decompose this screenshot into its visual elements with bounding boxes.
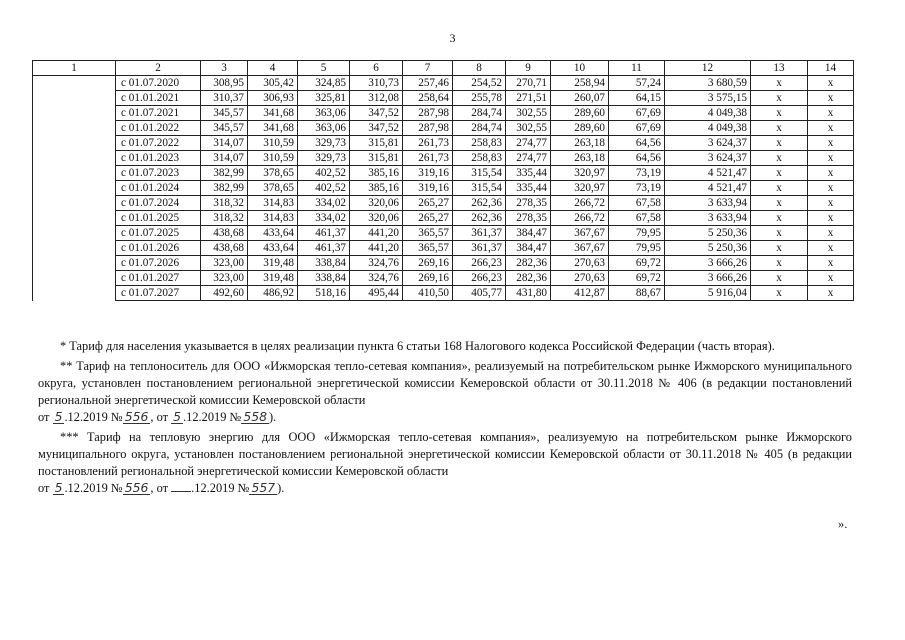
value-cell: х [808, 106, 854, 121]
value-cell: 261,73 [403, 136, 453, 151]
value-cell: 319,16 [403, 166, 453, 181]
value-cell: 310,59 [248, 136, 298, 151]
empty-cell [33, 226, 116, 241]
empty-cell [33, 196, 116, 211]
value-cell: 3 624,37 [665, 136, 751, 151]
value-cell: 335,44 [506, 166, 551, 181]
value-cell: 318,32 [201, 211, 248, 226]
value-cell: 412,87 [551, 286, 609, 301]
empty-cell [33, 211, 116, 226]
value-cell: х [808, 256, 854, 271]
value-cell: 318,32 [201, 196, 248, 211]
value-cell: 5 250,36 [665, 226, 751, 241]
column-header: 9 [506, 61, 551, 76]
blank-day [171, 491, 191, 492]
value-cell: 315,81 [350, 151, 403, 166]
value-cell: 365,57 [403, 241, 453, 256]
column-header: 2 [116, 61, 201, 76]
handwritten-day: 5 [173, 409, 182, 424]
value-cell: 441,20 [350, 241, 403, 256]
value-cell: 289,60 [551, 106, 609, 121]
footnote-2: ** Тариф на теплоноситель для ООО «Ижморская тепло-сетевая компания», реализуемый на потребительском рынке Ижморского муниципального округа, установлен постановлением региональной энергетической комиссии Кемеровской области от 30.11.2018 № 406 (в редакции постановлений региональной энергетической комиссии Кемеровской области от 5 .12.2019 № 556 , от 5 .12.2019 № 558 ). [38, 359, 852, 424]
value-cell: 261,73 [403, 151, 453, 166]
value-cell: 329,73 [298, 136, 350, 151]
value-cell: 461,37 [298, 241, 350, 256]
value-cell: 361,37 [453, 241, 506, 256]
value-cell: 338,84 [298, 271, 350, 286]
value-cell: х [808, 241, 854, 256]
period-cell: с 01.01.2023 [116, 151, 201, 166]
value-cell: 345,57 [201, 121, 248, 136]
value-cell: 278,35 [506, 211, 551, 226]
period-cell: с 01.07.2021 [116, 106, 201, 121]
value-cell: 334,02 [298, 211, 350, 226]
value-cell: 258,83 [453, 136, 506, 151]
period-cell: с 01.07.2020 [116, 76, 201, 91]
value-cell: х [751, 121, 808, 136]
value-cell: 258,64 [403, 91, 453, 106]
value-cell: 263,18 [551, 151, 609, 166]
value-cell: 320,97 [551, 181, 609, 196]
value-cell: 258,94 [551, 76, 609, 91]
page-number: 3 [449, 31, 456, 45]
value-cell: 367,67 [551, 241, 609, 256]
table-row [33, 151, 854, 166]
value-cell: 274,77 [506, 151, 551, 166]
value-cell: 314,83 [248, 196, 298, 211]
value-cell: 315,81 [350, 136, 403, 151]
value-cell: 69,72 [609, 271, 665, 286]
value-cell: 319,48 [248, 271, 298, 286]
value-cell: 384,47 [506, 241, 551, 256]
value-cell: х [751, 166, 808, 181]
column-header: 11 [609, 61, 665, 76]
column-header: 7 [403, 61, 453, 76]
handwritten-number: 556 [124, 409, 149, 424]
value-cell: 315,54 [453, 181, 506, 196]
value-cell: 518,16 [298, 286, 350, 301]
value-cell: 324,76 [350, 271, 403, 286]
value-cell: 5 916,04 [665, 286, 751, 301]
empty-cell [33, 181, 116, 196]
value-cell: 347,52 [350, 106, 403, 121]
value-cell: 4 521,47 [665, 181, 751, 196]
value-cell: х [751, 136, 808, 151]
period-cell: с 01.01.2024 [116, 181, 201, 196]
value-cell: х [751, 211, 808, 226]
value-cell: 324,76 [350, 256, 403, 271]
value-cell: 365,57 [403, 226, 453, 241]
value-cell: 310,37 [201, 91, 248, 106]
value-cell: х [808, 271, 854, 286]
value-cell: 382,99 [201, 181, 248, 196]
empty-cell [33, 136, 116, 151]
value-cell: 67,58 [609, 211, 665, 226]
value-cell: 73,19 [609, 181, 665, 196]
value-cell: 324,85 [298, 76, 350, 91]
value-cell: х [751, 151, 808, 166]
value-cell: 402,52 [298, 166, 350, 181]
value-cell: 441,20 [350, 226, 403, 241]
period-cell: с 01.07.2024 [116, 196, 201, 211]
value-cell: 335,44 [506, 181, 551, 196]
table-row [33, 91, 854, 106]
column-header: 4 [248, 61, 298, 76]
value-cell: 64,56 [609, 151, 665, 166]
table-row [33, 286, 854, 301]
empty-cell [33, 76, 116, 91]
footnotes [38, 338, 852, 500]
value-cell: 287,98 [403, 106, 453, 121]
value-cell: 385,16 [350, 166, 403, 181]
value-cell: 265,27 [403, 196, 453, 211]
footnote-3: *** Тариф на тепловую энергию для ООО «Ижморская тепло-сетевая компания», реализуемую на потребительском рынке Ижморского муниципального округа, установлен постановлением региональной энергетической комиссии Кемеровской области от 30.11.2018 № 405 (в редакции постановлений региональной энергетической комиссии Кемеровской области от 5 .12.2019 № 556 , от .12.2019 № 557 ). [38, 430, 852, 495]
footnote-1: * Тариф для населения указывается в целях реализации пункта 6 статьи 168 Налогового кодекса Российской Федерации (часть вторая). [60, 339, 775, 353]
value-cell: 325,81 [298, 91, 350, 106]
value-cell: 345,57 [201, 106, 248, 121]
value-cell: 323,00 [201, 271, 248, 286]
value-cell: 287,98 [403, 121, 453, 136]
value-cell: 64,56 [609, 136, 665, 151]
value-cell: 347,52 [350, 121, 403, 136]
value-cell: 367,67 [551, 226, 609, 241]
value-cell: 269,16 [403, 271, 453, 286]
value-cell: 3 666,26 [665, 271, 751, 286]
value-cell: х [808, 151, 854, 166]
value-cell: 263,18 [551, 136, 609, 151]
column-header: 10 [551, 61, 609, 76]
value-cell: х [808, 211, 854, 226]
table-row [33, 181, 854, 196]
value-cell: 329,73 [298, 151, 350, 166]
value-cell: 3 680,59 [665, 76, 751, 91]
value-cell: 262,36 [453, 196, 506, 211]
value-cell: 274,77 [506, 136, 551, 151]
value-cell: 4 521,47 [665, 166, 751, 181]
empty-cell [33, 106, 116, 121]
value-cell: 269,16 [403, 256, 453, 271]
value-cell: 3 575,15 [665, 91, 751, 106]
column-header: 6 [350, 61, 403, 76]
value-cell: 405,77 [453, 286, 506, 301]
table-row [33, 76, 854, 91]
value-cell: 282,36 [506, 271, 551, 286]
empty-cell [33, 256, 116, 271]
table-row [33, 256, 854, 271]
value-cell: х [751, 271, 808, 286]
value-cell: х [751, 256, 808, 271]
column-header: 14 [808, 61, 854, 76]
value-cell: х [808, 286, 854, 301]
period-cell: с 01.07.2026 [116, 256, 201, 271]
value-cell: 278,35 [506, 196, 551, 211]
value-cell: 384,47 [506, 226, 551, 241]
value-cell: 314,83 [248, 211, 298, 226]
value-cell: 410,50 [403, 286, 453, 301]
table-row [33, 196, 854, 211]
value-cell: 262,36 [453, 211, 506, 226]
value-cell: 361,37 [453, 226, 506, 241]
period-cell: с 01.01.2022 [116, 121, 201, 136]
column-header: 8 [453, 61, 506, 76]
column-header: 5 [298, 61, 350, 76]
period-cell: с 01.01.2026 [116, 241, 201, 256]
value-cell: 320,06 [350, 196, 403, 211]
value-cell: 4 049,38 [665, 106, 751, 121]
value-cell: 67,69 [609, 106, 665, 121]
column-header: 3 [201, 61, 248, 76]
value-cell: 88,67 [609, 286, 665, 301]
column-header: 13 [751, 61, 808, 76]
table-row [33, 166, 854, 181]
value-cell: х [751, 91, 808, 106]
period-cell: с 01.07.2022 [116, 136, 201, 151]
value-cell: 79,95 [609, 241, 665, 256]
value-cell: 67,58 [609, 196, 665, 211]
value-cell: 266,23 [453, 256, 506, 271]
value-cell: 67,69 [609, 121, 665, 136]
value-cell: 495,44 [350, 286, 403, 301]
value-cell: 270,71 [506, 76, 551, 91]
value-cell: 64,15 [609, 91, 665, 106]
tariff-table [32, 60, 854, 301]
value-cell: 3 666,26 [665, 256, 751, 271]
value-cell: 302,55 [506, 121, 551, 136]
value-cell: 308,95 [201, 76, 248, 91]
value-cell: х [808, 91, 854, 106]
empty-cell [33, 91, 116, 106]
value-cell: х [808, 181, 854, 196]
value-cell: х [751, 76, 808, 91]
value-cell: 378,65 [248, 181, 298, 196]
period-cell: с 01.01.2025 [116, 211, 201, 226]
value-cell: 289,60 [551, 121, 609, 136]
value-cell: 260,07 [551, 91, 609, 106]
empty-cell [33, 151, 116, 166]
value-cell: х [751, 286, 808, 301]
value-cell: 69,72 [609, 256, 665, 271]
value-cell: 315,54 [453, 166, 506, 181]
value-cell: 314,07 [201, 151, 248, 166]
column-header: 1 [33, 61, 116, 76]
value-cell: 334,02 [298, 196, 350, 211]
empty-cell [33, 286, 116, 301]
value-cell: 438,68 [201, 241, 248, 256]
value-cell: 341,68 [248, 106, 298, 121]
value-cell: 310,73 [350, 76, 403, 91]
value-cell: 3 624,37 [665, 151, 751, 166]
value-cell: 266,72 [551, 196, 609, 211]
period-cell: с 01.07.2023 [116, 166, 201, 181]
table-row [33, 226, 854, 241]
value-cell: 492,60 [201, 286, 248, 301]
value-cell: 57,24 [609, 76, 665, 91]
value-cell: 266,72 [551, 211, 609, 226]
value-cell: 3 633,94 [665, 211, 751, 226]
value-cell: х [808, 196, 854, 211]
value-cell: 363,06 [298, 106, 350, 121]
value-cell: 433,64 [248, 226, 298, 241]
value-cell: х [808, 136, 854, 151]
value-cell: 402,52 [298, 181, 350, 196]
value-cell: 266,23 [453, 271, 506, 286]
value-cell: 319,16 [403, 181, 453, 196]
period-cell: с 01.01.2027 [116, 271, 201, 286]
value-cell: 282,36 [506, 256, 551, 271]
table-row [33, 241, 854, 256]
value-cell: х [808, 121, 854, 136]
value-cell: 257,46 [403, 76, 453, 91]
handwritten-number: 556 [124, 480, 149, 495]
table-row [33, 211, 854, 226]
value-cell: 270,63 [551, 271, 609, 286]
value-cell: 271,51 [506, 91, 551, 106]
empty-cell [33, 241, 116, 256]
value-cell: х [751, 106, 808, 121]
value-cell: 305,42 [248, 76, 298, 91]
value-cell: 438,68 [201, 226, 248, 241]
value-cell: 320,97 [551, 166, 609, 181]
value-cell: 254,52 [453, 76, 506, 91]
value-cell: 258,83 [453, 151, 506, 166]
value-cell: х [808, 166, 854, 181]
value-cell: 433,64 [248, 241, 298, 256]
value-cell: 284,74 [453, 121, 506, 136]
empty-cell [33, 166, 116, 181]
value-cell: 461,37 [298, 226, 350, 241]
value-cell: 382,99 [201, 166, 248, 181]
value-cell: х [808, 76, 854, 91]
value-cell: 378,65 [248, 166, 298, 181]
column-header: 12 [665, 61, 751, 76]
value-cell: 302,55 [506, 106, 551, 121]
empty-cell [33, 271, 116, 286]
table-header [33, 61, 854, 76]
empty-cell [33, 121, 116, 136]
closing-quote: ». [838, 517, 848, 531]
value-cell: 312,08 [350, 91, 403, 106]
value-cell: х [751, 196, 808, 211]
value-cell: 306,93 [248, 91, 298, 106]
table-row [33, 106, 854, 121]
handwritten-number: 558 [243, 409, 268, 424]
value-cell: 5 250,36 [665, 241, 751, 256]
value-cell: 338,84 [298, 256, 350, 271]
value-cell: 314,07 [201, 136, 248, 151]
table-row [33, 121, 854, 136]
period-cell: с 01.07.2025 [116, 226, 201, 241]
handwritten-day: 5 [54, 409, 63, 424]
value-cell: 320,06 [350, 211, 403, 226]
value-cell: 3 633,94 [665, 196, 751, 211]
value-cell: х [751, 181, 808, 196]
value-cell: 284,74 [453, 106, 506, 121]
handwritten-day: 5 [54, 480, 63, 495]
value-cell: 4 049,38 [665, 121, 751, 136]
value-cell: 79,95 [609, 226, 665, 241]
value-cell: 255,78 [453, 91, 506, 106]
value-cell: 310,59 [248, 151, 298, 166]
table-row [33, 136, 854, 151]
value-cell: 73,19 [609, 166, 665, 181]
table-row [33, 271, 854, 286]
value-cell: 265,27 [403, 211, 453, 226]
value-cell: 341,68 [248, 121, 298, 136]
value-cell: 486,92 [248, 286, 298, 301]
value-cell: 363,06 [298, 121, 350, 136]
period-cell: с 01.07.2027 [116, 286, 201, 301]
value-cell: 319,48 [248, 256, 298, 271]
value-cell: 385,16 [350, 181, 403, 196]
value-cell: 270,63 [551, 256, 609, 271]
value-cell: х [751, 241, 808, 256]
value-cell: 323,00 [201, 256, 248, 271]
value-cell: х [751, 226, 808, 241]
value-cell: х [808, 226, 854, 241]
value-cell: 431,80 [506, 286, 551, 301]
period-cell: с 01.01.2021 [116, 91, 201, 106]
handwritten-number: 557 [251, 480, 276, 495]
table-body [33, 76, 854, 301]
